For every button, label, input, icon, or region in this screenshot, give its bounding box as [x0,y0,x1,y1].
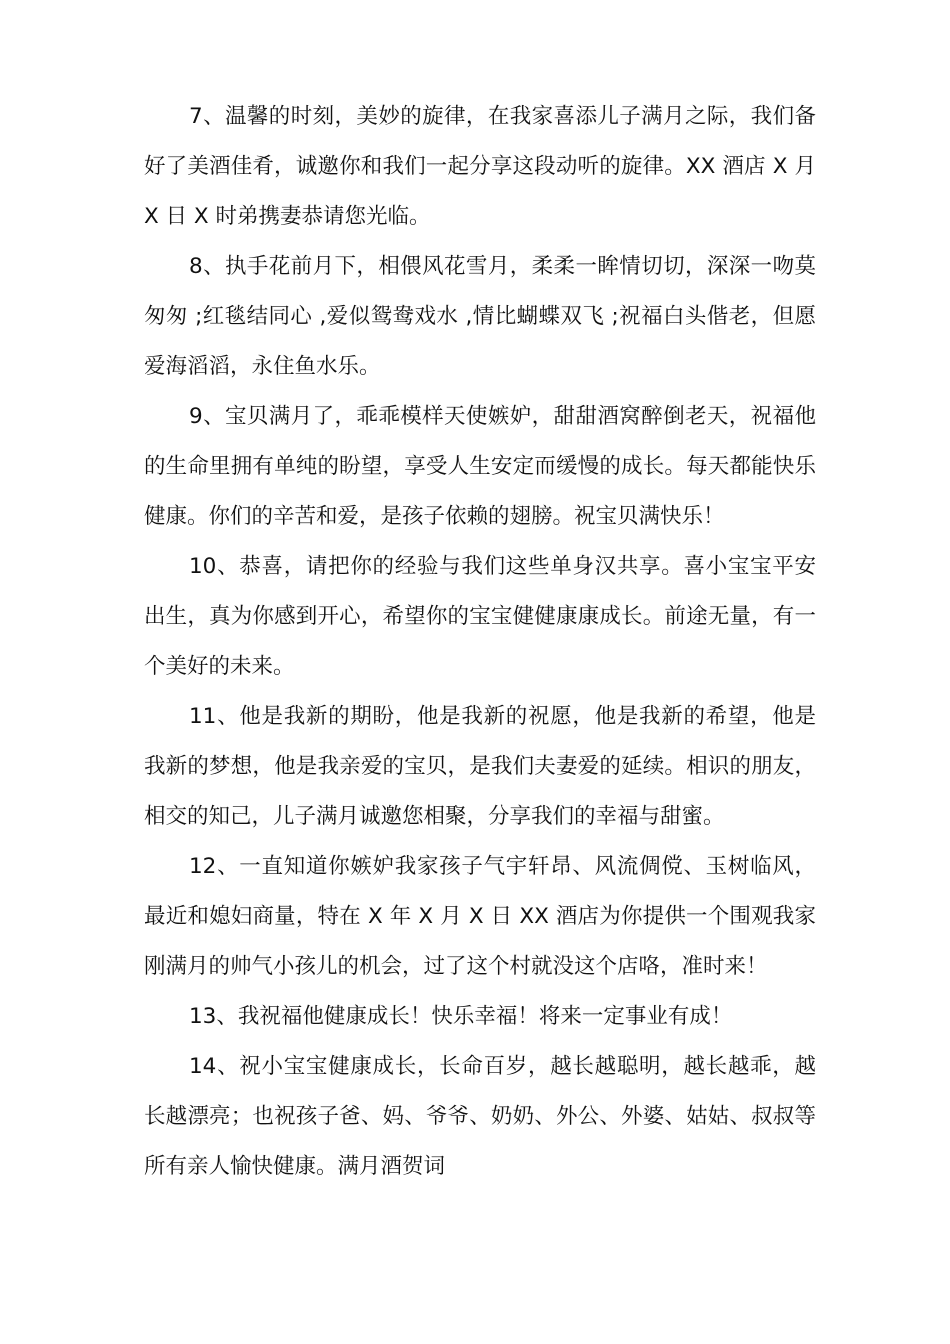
document-body [144,92,816,1192]
paragraph-11: 11、他是我新的期盼，他是我新的祝愿，他是我新的希望，他是我新的梦想，他是我亲爱的宝贝，是我们夫妻爱的延续。相识的朋友，相交的知己，儿子满月诚邀您相聚，分享我们的幸福与甜蜜。 [144,704,816,829]
paragraph-7: 7、温馨的时刻，美妙的旋律，在我家喜添儿子满月之际，我们备好了美酒佳肴，诚邀你和我们一起分享这段动听的旋律。XX 酒店 X 月 X 日 X 时弟携妻恭请您光临。 [144,104,816,229]
paragraph-13: 13、我祝福他健康成长！快乐幸福！将来一定事业有成！ [189,1004,733,1029]
paragraph-14: 14、祝小宝宝健康成长，长命百岁，越长越聪明，越长越乖，越长越漂亮；也祝孩子爸、妈、爷爷、奶奶、外公、外婆、姑姑、叔叔等所有亲人愉快健康。满月酒贺词 [144,1054,816,1179]
paragraph-12: 12、一直知道你嫉妒我家孩子气宇轩昂、风流倜傥、玉树临风，最近和媳妇商量，特在 X 年 X 月 X 日 XX 酒店为你提供一个围观我家刚满月的帅气小孩儿的机会，过了这个村就没这个店咯，准时来！ [144,854,816,979]
paragraph-8: 8、执手花前月下，相偎风花雪月，柔柔一眸情切切，深深一吻莫匆匆 ;红毯结同心 ,爱似鸳鸯戏水 ,情比蝴蝶双飞 ;祝福白头偕老，但愿爱海滔滔，永住鱼水乐。 [144,254,816,379]
paragraph-10: 10、恭喜，请把你的经验与我们这些单身汉共享。喜小宝宝平安出生，真为你感到开心，希望你的宝宝健健康康成长。前途无量，有一个美好的未来。 [144,554,816,679]
paragraph-9: 9、宝贝满月了，乖乖模样天使嫉妒，甜甜酒窝醉倒老天，祝福他的生命里拥有单纯的盼望，享受人生安定而缓慢的成长。每天都能快乐健康。你们的辛苦和爱，是孩子依赖的翅膀。祝宝贝满快乐！ [144,404,816,529]
